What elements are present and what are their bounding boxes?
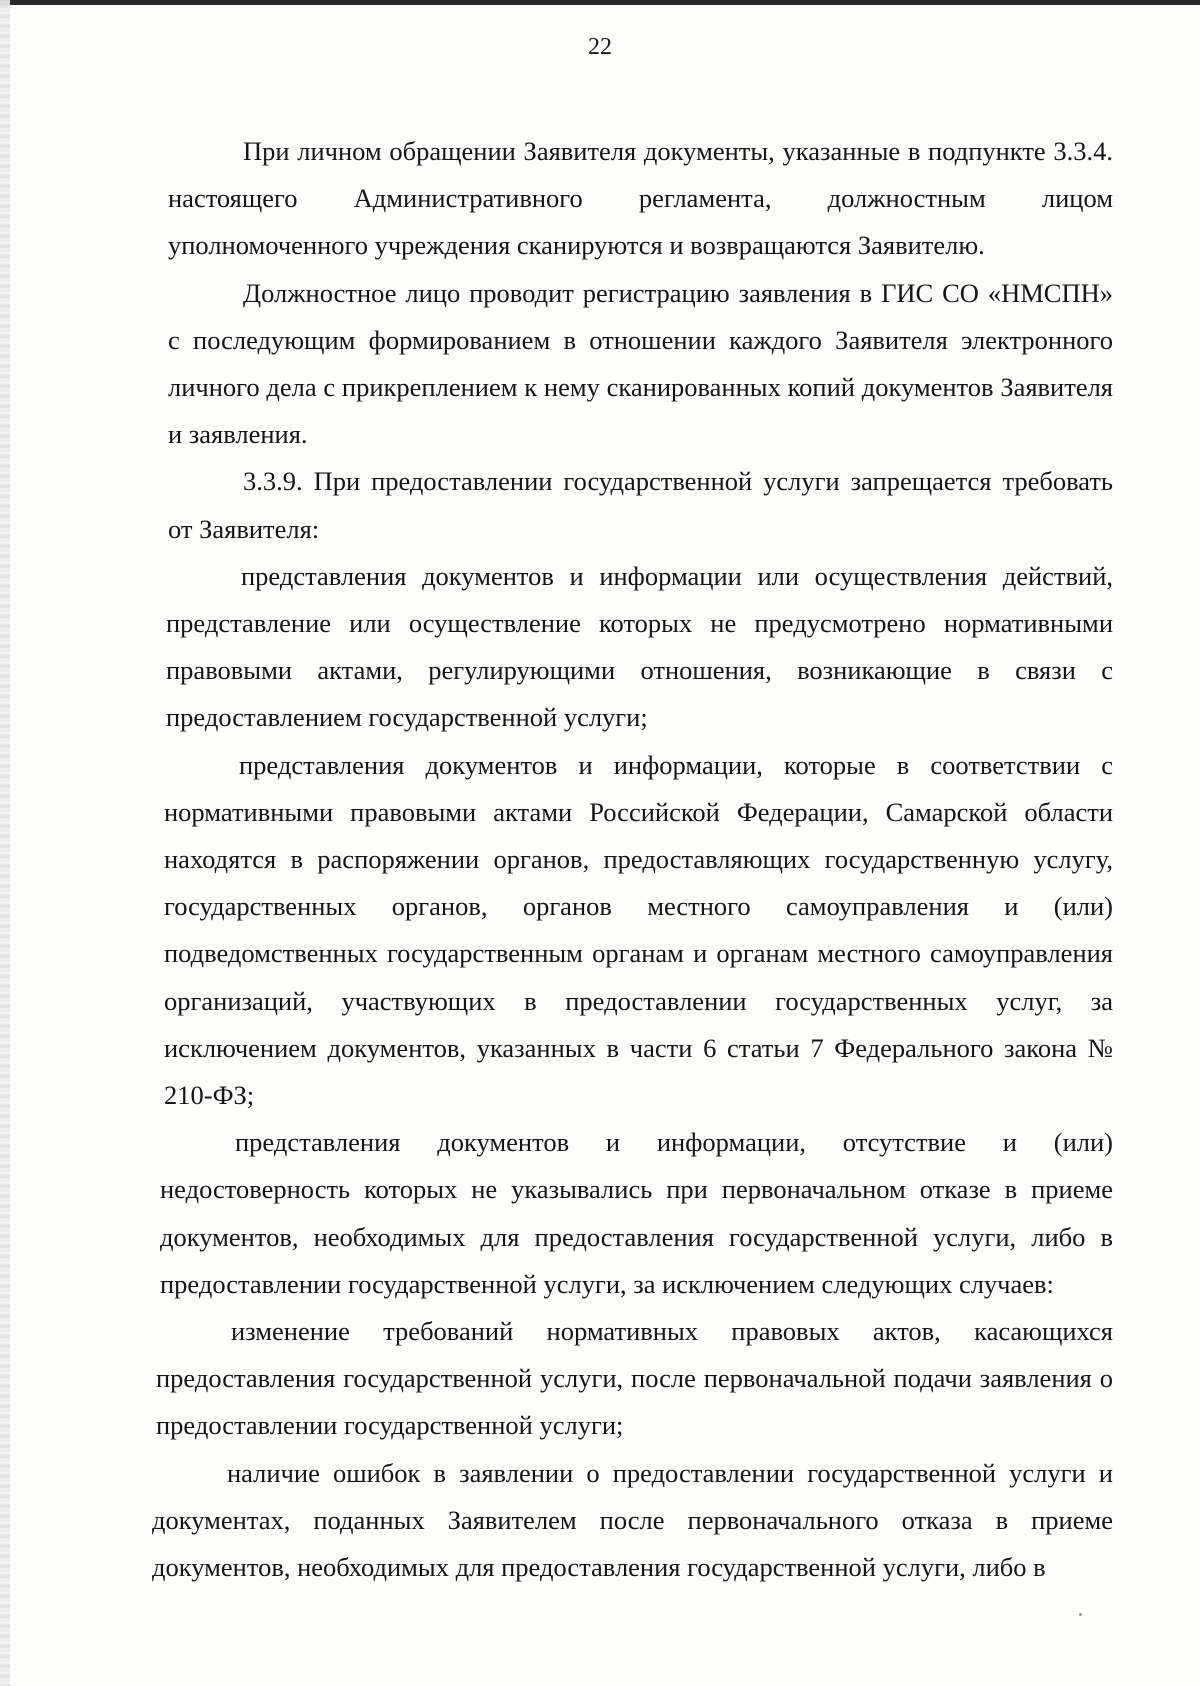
- paragraph-exception-errors: наличие ошибок в заявлении о предоставлении государственной услуги и документах, поданных Заявителем после первоначального отказа в приеме документов, необходимых для предоставления государственной услуги, либо в: [152, 1457, 1113, 1583]
- paragraph-prohibition-actions: представления документов и информации или осуществления действий, представление или осуществление которых не предусмотрено нормативными правовыми актами, регулирующими отношения, возникающие в связи с предоставлением государственной услуги;: [166, 560, 1113, 733]
- paragraph-scan-documents: При личном обращении Заявителя документы, указанные в подпункте 3.3.4. настоящего Административного регламента, должностным лицом уполномоченного учреждения сканируются и возвращаются Заявителю.: [168, 136, 1113, 261]
- paragraph-prohibition-documents: представления документов и информации, которые в соответствии с нормативными правовыми актами Российской Федерации, Самарской области находятся в распоряжении органов, предоставляющих государственную услугу, государственных органов, органов местного самоуправления и (или) подведомственных государственным органам и органам местного самоуправления организаций, участвующих в предоставлении государственных услуг, за исключением документов, указанных в части 6 статьи 7 Федерального закона № 210-ФЗ;: [164, 749, 1113, 1111]
- scan-speck: [1079, 1613, 1082, 1616]
- paragraph-prohibition-refusal: представления документов и информации, отсутствие и (или) недостоверность которых не указывались при первоначальном отказе в приеме документов, необходимых для предоставления государственной услуги, либо в предоставлении государственной услуги, за исключением следующих случаев:: [160, 1127, 1113, 1299]
- body-text: [152, 128, 1113, 1591]
- paragraph-exception-requirements: изменение требований нормативных правовых актов, касающихся предоставления государственной услуги, после первоначальной подачи заявления о предоставлении государственной услуги;: [156, 1316, 1113, 1441]
- scan-left-edge: [0, 0, 10, 1686]
- page-number: 22: [588, 34, 612, 60]
- paragraph-registration: Должностное лицо проводит регистрацию заявления в ГИС СО «НМСПН» с последующим формированием в отношении каждого Заявителя электронного личного дела с прикреплением к нему сканированных копий документов Заявителя и заявления.: [168, 277, 1113, 450]
- scan-top-edge: [0, 0, 1200, 5]
- paragraph-3-3-9: 3.3.9. При предоставлении государственной услуги запрещается требовать от Заявителя:: [168, 466, 1113, 544]
